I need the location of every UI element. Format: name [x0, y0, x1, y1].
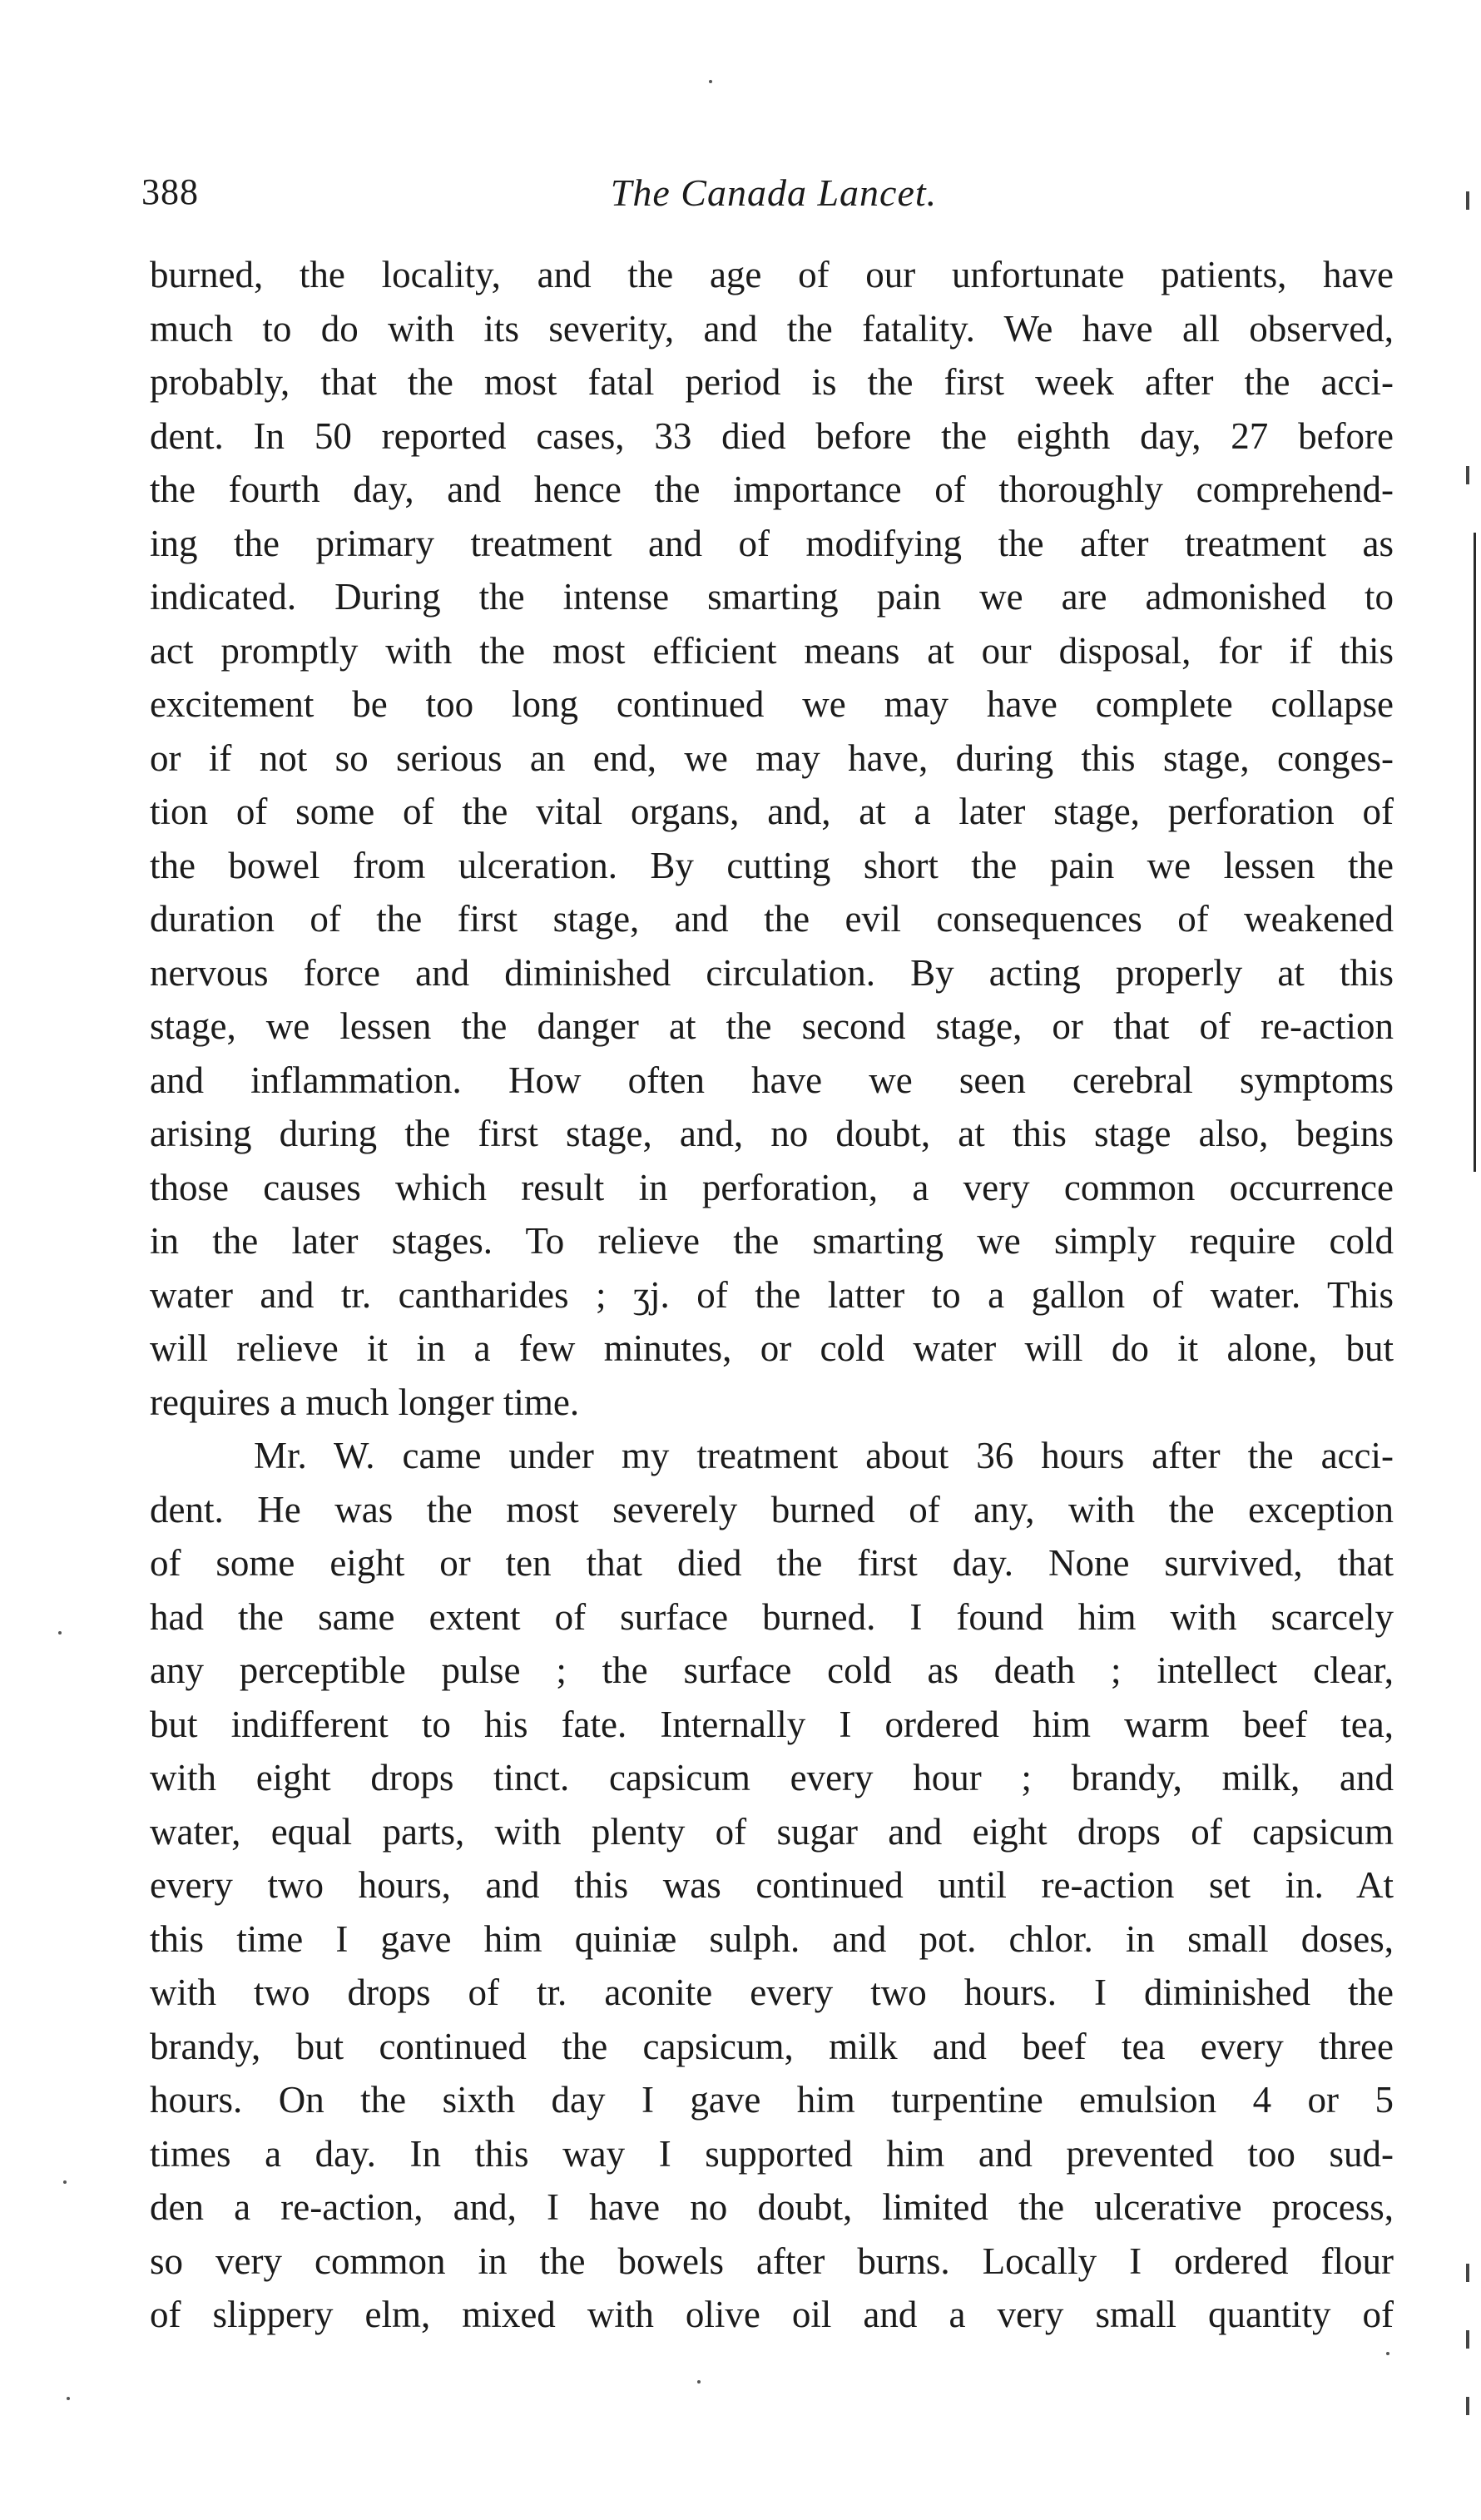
- text-line: had the same extent of surface burned. I found him with scarcely: [150, 1595, 1394, 1638]
- edge-fleck: [1466, 466, 1469, 484]
- text-line: den a re-action, and, I have no doubt, limited the ulcerative process,: [150, 2186, 1394, 2228]
- text-line: dent. He was the most severely burned of any, with the exception: [150, 1488, 1394, 1530]
- text-line: excitement be too long continued we may have complete collapse: [150, 683, 1394, 725]
- text-line: in the later stages. To relieve the smarting we simply require cold: [150, 1220, 1394, 1262]
- text-line: brandy, but continued the capsicum, milk and beef tea every three: [150, 2025, 1394, 2067]
- edge-fleck: [1466, 2397, 1469, 2415]
- text-line: will relieve it in a few minutes, or cold water will do it alone, but: [150, 1327, 1394, 1369]
- paragraph: [150, 248, 1394, 1429]
- text-line: stage, we lessen the danger at the second stage, or that of re-action: [150, 1005, 1394, 1047]
- text-line: of some eight or ten that died the first day. None survived, that: [150, 1542, 1394, 1584]
- scan-speck: [697, 2380, 701, 2384]
- text-line: but indifferent to his fate. Internally I ordered him warm beef tea,: [150, 1703, 1394, 1745]
- text-line: duration of the first stage, and the evil consequences of weakened: [150, 898, 1394, 940]
- scan-speck: [58, 1631, 62, 1635]
- text-line: act promptly with the most efficient means at our disposal, for if this: [150, 629, 1394, 672]
- text-line: every two hours, and this was continued until re-action set in. At: [150, 1864, 1394, 1906]
- text-line: with eight drops tinct. capsicum every hour ; brandy, milk, and: [150, 1757, 1394, 1798]
- text-line: much to do with its severity, and the fatality. We have all observed,: [150, 307, 1394, 350]
- text-line: hours. On the sixth day I gave him turpentine emulsion 4 or 5: [150, 2079, 1394, 2121]
- text-line: this time I gave him quiniæ sulph. and pot. chlor. in small doses,: [150, 1917, 1394, 1960]
- edge-fleck: [1466, 191, 1469, 210]
- text-line: of slippery elm, mixed with olive oil and a very small quantity of: [150, 2294, 1394, 2335]
- text-line: water, equal parts, with plenty of sugar and eight drops of capsicum: [150, 1810, 1394, 1853]
- text-line: water and tr. cantharides ; ʒj. of the latter to a gallon of water. This: [150, 1273, 1394, 1316]
- text-line: so very common in the bowels after burns. Locally I ordered flour: [150, 2240, 1394, 2282]
- text-line: nervous force and diminished circulation. By acting properly at this: [150, 951, 1394, 994]
- text-line: ing the primary treatment and of modifying the after treatment as: [150, 522, 1394, 564]
- body-text: [150, 248, 1394, 2342]
- text-line: any perceptible pulse ; the surface cold as death ; intellect clear,: [150, 1649, 1394, 1691]
- text-line: arising during the first stage, and, no doubt, at this stage also, begins: [150, 1113, 1394, 1154]
- text-line: requires a much longer time.: [150, 1381, 580, 1423]
- page-header: [141, 171, 1406, 229]
- scan-speck: [1386, 2352, 1389, 2355]
- text-line: the bowel from ulceration. By cutting short the pain we lessen the: [150, 844, 1394, 886]
- text-line: with two drops of tr. aconite every two hours. I diminished the: [150, 1972, 1394, 2013]
- scan-speck: [709, 80, 712, 83]
- text-line: those causes which result in perforation, a very common occurrence: [150, 1166, 1394, 1208]
- scan-speck: [63, 2180, 67, 2184]
- text-line: or if not so serious an end, we may have, during this stage, conges-: [150, 737, 1394, 779]
- text-line: the fourth day, and hence the importance of thoroughly comprehend-: [150, 469, 1394, 510]
- running-title: The Canada Lancet.: [610, 171, 938, 214]
- text-line: and inflammation. How often have we seen cerebral symptoms: [150, 1059, 1394, 1101]
- text-line: probably, that the most fatal period is the first week after the acci-: [150, 361, 1394, 403]
- page-edge-rule: [1474, 533, 1476, 1172]
- text-line: Mr. W. came under my treatment about 36 hours after the acci-: [254, 1435, 1394, 1476]
- text-line: burned, the locality, and the age of our unfortunate patients, have: [150, 254, 1394, 295]
- scan-speck: [67, 2397, 70, 2400]
- text-line: indicated. During the intense smarting pain we are admonished to: [150, 576, 1394, 618]
- text-line: dent. In 50 reported cases, 33 died before the eighth day, 27 before: [150, 414, 1394, 457]
- edge-fleck: [1466, 2264, 1469, 2282]
- text-line: times a day. In this way I supported him and prevented too sud-: [150, 2132, 1394, 2175]
- text-line: tion of some of the vital organs, and, at a later stage, perforation of: [150, 791, 1394, 832]
- edge-fleck: [1466, 2330, 1469, 2349]
- page-number: 388: [141, 171, 199, 212]
- paragraph: [150, 1429, 1394, 2342]
